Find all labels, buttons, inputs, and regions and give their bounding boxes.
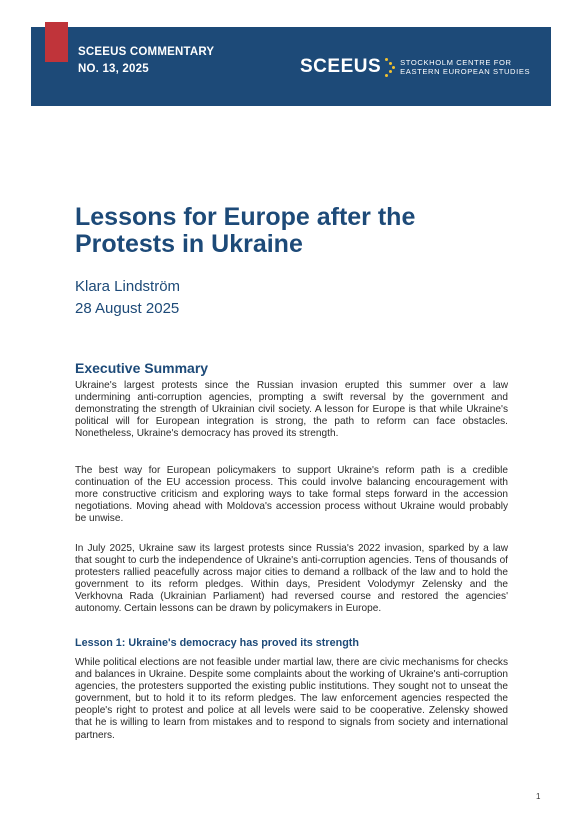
logo-dots-icon — [384, 56, 396, 78]
logo-subtitle-line2: EASTERN EUROPEAN STUDIES — [400, 67, 531, 76]
lesson-paragraph: While political elections are not feasible under martial law, there are civic mechanisms for checks and balances in Ukraine. Despite some complaints about the working of Ukraine's anti-corruption agencies, the protesters supported the existing public institutions. They sought not to unseat the government, but to hold it to its reform pledges. The law enforcement agencies respected the people's right to protest and police at all levels were said to be cooperative. Zelensky showed that he is willing to learn from mistakes and to respond to signals from society and international partners. — [75, 657, 508, 741]
logo-wordmark: SCEEUS — [300, 56, 382, 77]
document-title: Lessons for Europe after the Protests in Ukraine — [75, 203, 416, 258]
lesson-heading: Lesson 1: Ukraine's democracy has proved its strength — [75, 637, 359, 649]
body-paragraph-intro: In July 2025, Ukraine saw its largest protests since Russia's 2022 invasion, sparked by a law that sought to curb the independence of Ukraine's anti-corruption agencies. Tens of thousands of protesters rallied peacefully across major cities to demand a rollback of the law and to hold the government to its reform pledges. Within days, President Volodymyr Zelensky and the Verkhovna Rada (Ukrainian Parliament) had reversed course and restored the agencies' autonomy. Certain lessons can be drawn by policymakers in Europe. — [75, 543, 508, 615]
logo-subtitle — [400, 58, 530, 76]
sceeus-logo — [300, 56, 530, 78]
series-number: NO. 13, 2025 — [78, 63, 149, 75]
section-heading: Executive Summary — [75, 360, 209, 376]
author-name: Klara Lindström — [75, 278, 181, 295]
page-number: 1 — [536, 792, 541, 801]
summary-paragraph-2: The best way for European policymakers to support Ukraine's reform path is a credible continuation of the EU accession process. This could involve balancing encouragement with more constructive criticism and exploring ways to take formal steps forward in the accession negotiations. Moving ahead with Moldova's accession process without Ukraine would probably be unwise. — [75, 465, 508, 525]
accent-tab — [45, 22, 68, 62]
logo-subtitle-line1: STOCKHOLM CENTRE FOR — [400, 58, 512, 67]
summary-paragraph-1: Ukraine's largest protests since the Russian invasion erupted this summer over a law undermining anti-corruption agencies, prompting a swift reversal by the government and demonstrating the strength of Ukrainian civil society. A lesson for Europe is that while Ukraine's political will for European integration is strong, the path to reform can face obstacles. Nonetheless, Ukraine's democracy has proved its strength. — [75, 380, 508, 440]
publication-date: 28 August 2025 — [75, 300, 180, 317]
series-name: SCEEUS COMMENTARY — [78, 46, 215, 58]
